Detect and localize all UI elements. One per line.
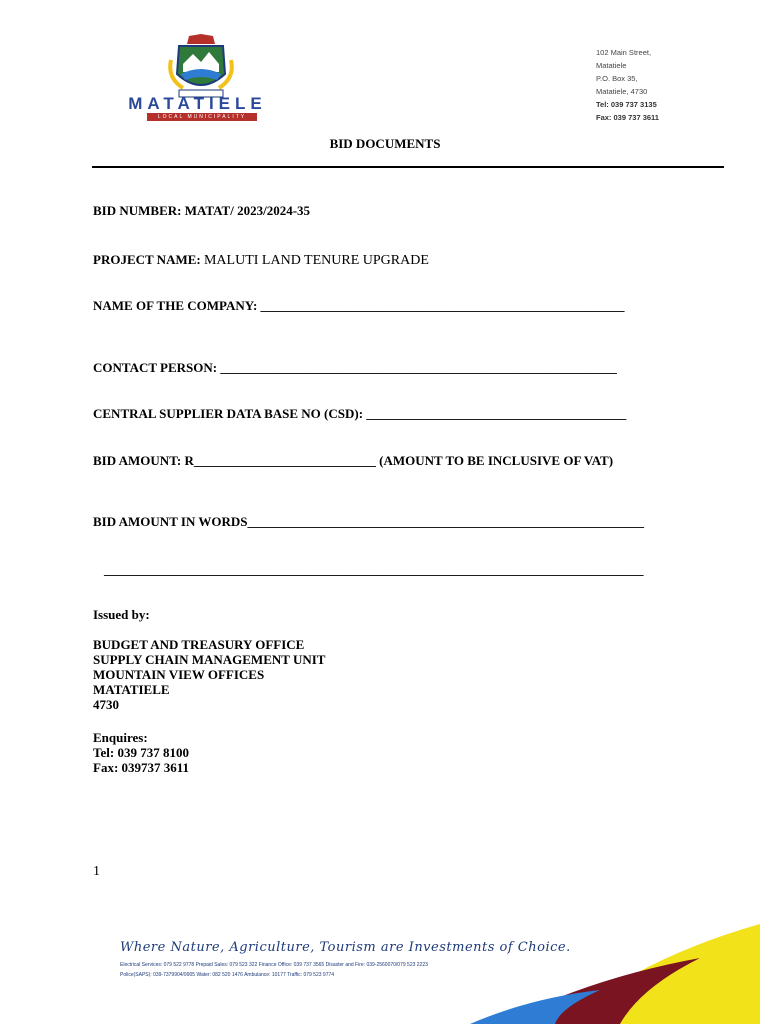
bid-number: BID NUMBER: MATAT/ 2023/2024-35 xyxy=(93,203,311,218)
enquires-fax: Fax: 039737 3611 xyxy=(93,760,190,775)
issued-line: SUPPLY CHAIN MANAGEMENT UNIT xyxy=(93,652,326,667)
company-name-field[interactable]: NAME OF THE COMPANY: ________________________________________________________ xyxy=(93,298,625,313)
address-block xyxy=(596,46,659,124)
document-title: BID DOCUMENTS xyxy=(329,136,441,151)
footer-contacts-line: Electrical Services: 079 522 9778 Prepaid Sales: 079 523 322 Finance Office: 039 737 3565 Disaster and Fire: 039-2560070/079 523 2223 xyxy=(120,962,428,968)
address-line: P.O. Box 35, xyxy=(596,74,638,83)
project-name-label: PROJECT NAME: xyxy=(93,252,204,267)
footer-slogan: Where Nature, Agriculture, Tourism are Investments of Choice. xyxy=(120,940,571,955)
project-name-value: MALUTI LAND TENURE UPGRADE xyxy=(203,253,429,268)
address-fax: Fax: 039 737 3611 xyxy=(596,113,659,122)
coat-of-arms-icon xyxy=(165,34,237,102)
bid-amount-field[interactable]: BID AMOUNT: R____________________________ (AMOUNT TO BE INCLUSIVE OF VAT) xyxy=(93,453,614,468)
enquires-label: Enquires: xyxy=(93,730,148,745)
municipal-logo xyxy=(105,30,290,126)
project-name xyxy=(93,252,429,269)
csd-number-field[interactable]: CENTRAL SUPPLIER DATA BASE NO (CSD): ________________________________________ xyxy=(93,406,627,421)
enquires-block xyxy=(93,730,189,775)
footer-contacts-line: Police(SAPS): 039-7379904/9905 Water: 082 520 1476 Ambulance: 10177 Traffic: 079 523 9774 xyxy=(120,972,335,978)
municipality-subtitle: LOCAL MUNICIPALITY xyxy=(147,113,257,121)
address-line: 102 Main Street, xyxy=(596,48,652,57)
issued-line: BUDGET AND TREASURY OFFICE xyxy=(93,637,305,652)
page-number: 1 xyxy=(93,864,100,879)
address-line: Matatiele xyxy=(596,61,627,70)
address-tel: Tel: 039 737 3135 xyxy=(596,100,657,109)
bid-amount-words-continuation[interactable]: ___________________________________________________________________________________ xyxy=(104,562,644,577)
contact-person-field[interactable]: CONTACT PERSON: _____________________________________________________________ xyxy=(93,360,617,375)
issued-line: MATATIELE xyxy=(93,682,170,697)
title-divider xyxy=(92,166,724,168)
issued-line: 4730 xyxy=(93,697,119,712)
issued-by-block xyxy=(93,637,325,712)
address-line: Matatiele, 4730 xyxy=(596,87,648,96)
issued-line: MOUNTAIN VIEW OFFICES xyxy=(93,667,265,682)
issued-label: Issued by: xyxy=(93,607,150,622)
enquires-tel: Tel: 039 737 8100 xyxy=(93,745,189,760)
bid-amount-words-field[interactable]: BID AMOUNT IN WORDS_____________________________________________________________ xyxy=(93,514,644,529)
footer-contacts xyxy=(120,960,428,980)
municipality-name: MATATIELE xyxy=(128,94,267,113)
